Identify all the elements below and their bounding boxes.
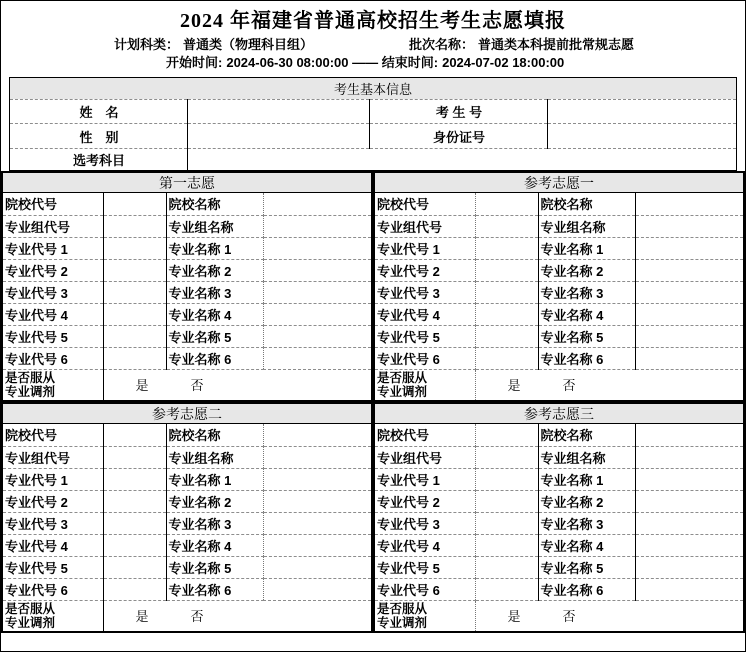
- basic-info-header-row: [10, 78, 736, 100]
- batch-name-label: 批次名称：: [409, 37, 475, 52]
- field-value-cell[interactable]: [475, 325, 538, 347]
- field-value-cell[interactable]: [263, 556, 371, 578]
- volunteer-grid: [1, 171, 745, 633]
- volunteer-row: [3, 490, 371, 512]
- field-label: 专业名称 3: [538, 281, 635, 303]
- field-label: 专业名称 6: [166, 578, 263, 600]
- adjust-no-option[interactable]: 否: [562, 609, 576, 625]
- plan-type-value: 普通类（物理科目组）: [183, 37, 314, 52]
- volunteer-row: [375, 193, 743, 215]
- field-value-cell[interactable]: [103, 556, 166, 578]
- volunteer-row: [3, 556, 371, 578]
- subjects-label: 选考科目: [10, 149, 188, 171]
- volunteer-row: [3, 446, 371, 468]
- field-value-cell[interactable]: [263, 512, 371, 534]
- field-label: 专业名称 5: [538, 556, 635, 578]
- field-label: 专业代号 3: [3, 512, 103, 534]
- field-value-cell[interactable]: [635, 281, 743, 303]
- field-value-cell[interactable]: [263, 281, 371, 303]
- adjust-row: [3, 600, 371, 631]
- field-label: 专业组名称: [538, 215, 635, 237]
- field-label: 专业代号 2: [3, 259, 103, 281]
- volunteer-row: [3, 424, 371, 446]
- field-value-cell[interactable]: [475, 512, 538, 534]
- volunteer-row: [3, 237, 371, 259]
- field-value-cell[interactable]: [475, 446, 538, 468]
- field-label: 院校代号: [5, 197, 58, 213]
- field-label: 专业组代号: [3, 215, 103, 237]
- adjust-label-line: 是否服从: [5, 601, 56, 616]
- field-value-cell[interactable]: [103, 534, 166, 556]
- field-value-cell[interactable]: [263, 325, 371, 347]
- field-label: 院校名称: [166, 193, 263, 215]
- field-value-cell[interactable]: [263, 259, 371, 281]
- field-label: 专业代号 1: [375, 237, 475, 259]
- volunteer-row: [375, 237, 743, 259]
- field-label: 专业名称 6: [538, 578, 635, 600]
- field-value-cell[interactable]: [475, 259, 538, 281]
- field-value-cell[interactable]: [475, 468, 538, 490]
- plan-type: [114, 37, 313, 53]
- field-label: 专业名称 4: [538, 303, 635, 325]
- volunteer-row: [375, 468, 743, 490]
- field-value-cell[interactable]: [263, 303, 371, 325]
- field-value-cell[interactable]: [635, 578, 743, 600]
- subjects-value-cell[interactable]: [188, 149, 736, 171]
- adjust-no-option[interactable]: 否: [562, 378, 576, 394]
- volunteer-row: [375, 512, 743, 534]
- adjust-options: [103, 600, 371, 631]
- adjust-label: [3, 600, 103, 631]
- field-value-cell[interactable]: [635, 446, 743, 468]
- batch-name: [409, 37, 634, 53]
- field-label: 专业名称 4: [166, 534, 263, 556]
- field-value-cell[interactable]: [475, 303, 538, 325]
- block-first-choice: [1, 171, 373, 402]
- field-label: 专业代号 5: [375, 556, 475, 578]
- field-label: 专业名称 6: [166, 347, 263, 369]
- field-value-cell[interactable]: [635, 303, 743, 325]
- block-reference-2: [1, 402, 373, 633]
- volunteer-row: [3, 259, 371, 281]
- gender-label: 性 别: [10, 124, 188, 149]
- adjust-row: [3, 369, 371, 400]
- field-value-cell[interactable]: [475, 193, 538, 215]
- field-value-cell[interactable]: [103, 325, 166, 347]
- field-value-cell[interactable]: [263, 193, 371, 215]
- field-label: 专业名称 2: [166, 490, 263, 512]
- volunteer-row: [375, 259, 743, 281]
- field-value-cell[interactable]: [475, 237, 538, 259]
- id-number-label: 身份证号: [370, 124, 548, 149]
- volunteer-row: [375, 490, 743, 512]
- volunteer-row: [375, 534, 743, 556]
- field-label: 专业代号 4: [3, 303, 103, 325]
- adjust-label: [3, 369, 103, 400]
- field-value-cell[interactable]: [635, 347, 743, 369]
- field-label: 专业名称 2: [538, 490, 635, 512]
- field-value-cell[interactable]: [475, 490, 538, 512]
- adjust-options: [475, 600, 743, 631]
- field-value-cell[interactable]: [103, 347, 166, 369]
- volunteer-row: [375, 556, 743, 578]
- field-value-cell[interactable]: [263, 468, 371, 490]
- field-label: 专业名称 1: [166, 237, 263, 259]
- field-value-cell[interactable]: [263, 237, 371, 259]
- field-label: 院校名称: [538, 193, 635, 215]
- adjust-label-line: 是否服从: [377, 370, 428, 385]
- volunteer-row: [3, 215, 371, 237]
- field-value-cell[interactable]: [263, 347, 371, 369]
- field-value-cell[interactable]: [635, 193, 743, 215]
- name-label: 姓 名: [10, 100, 188, 124]
- field-label: 专业名称 4: [538, 534, 635, 556]
- adjust-label-line: 专业调剂: [377, 615, 428, 630]
- gender-value-cell[interactable]: [188, 124, 370, 149]
- field-label: 专业名称 2: [538, 259, 635, 281]
- adjust-options: [475, 369, 743, 400]
- field-label: 专业代号 2: [375, 259, 475, 281]
- adjust-row: [375, 369, 743, 400]
- field-label: 专业名称 6: [538, 347, 635, 369]
- field-value-cell[interactable]: [475, 424, 538, 446]
- field-value-cell[interactable]: [263, 446, 371, 468]
- field-label: 院校名称: [166, 424, 263, 446]
- block-reference-1: [373, 171, 745, 402]
- field-value-cell[interactable]: [475, 215, 538, 237]
- field-value-cell[interactable]: [103, 468, 166, 490]
- plan-type-label: 计划科类：: [114, 37, 180, 52]
- field-label: 专业代号 6: [3, 347, 103, 369]
- field-label: 院校代号: [5, 428, 58, 444]
- block-title: 参考志愿三: [375, 404, 743, 424]
- adjust-label: [375, 369, 475, 400]
- field-label: 专业代号 2: [375, 490, 475, 512]
- field-value-cell[interactable]: [635, 325, 743, 347]
- basic-info-row: [10, 124, 736, 149]
- adjust-yes-option[interactable]: 是: [507, 378, 521, 394]
- volunteer-row: [375, 578, 743, 600]
- field-value-cell[interactable]: [635, 534, 743, 556]
- field-value-cell[interactable]: [635, 259, 743, 281]
- volunteer-row: [3, 281, 371, 303]
- volunteer-row: [3, 578, 371, 600]
- field-value-cell[interactable]: [475, 578, 538, 600]
- field-label: 专业代号 4: [375, 534, 475, 556]
- field-label: 专业名称 3: [538, 512, 635, 534]
- field-value-cell[interactable]: [475, 556, 538, 578]
- field-value-cell[interactable]: [103, 237, 166, 259]
- adjust-label-line: 是否服从: [377, 601, 428, 616]
- field-value-cell[interactable]: [635, 556, 743, 578]
- field-label: 专业代号 4: [3, 534, 103, 556]
- field-label: 院校代号: [377, 428, 430, 444]
- field-label: 专业组代号: [375, 446, 475, 468]
- volunteer-row: [375, 325, 743, 347]
- field-label: 专业名称 5: [166, 325, 263, 347]
- volunteer-row: [375, 347, 743, 369]
- block-title: 参考志愿一: [375, 173, 743, 193]
- batch-name-value: 普通类本科提前批常规志愿: [478, 37, 635, 52]
- field-label: 专业名称 3: [166, 512, 263, 534]
- adjust-label-line: 专业调剂: [377, 384, 428, 399]
- meta-line-time: [1, 55, 745, 71]
- adjust-yes-option[interactable]: 是: [135, 609, 149, 625]
- basic-info-table: [9, 77, 736, 171]
- field-value-cell[interactable]: [635, 490, 743, 512]
- adjust-label-line: 专业调剂: [5, 615, 56, 630]
- field-label: 专业名称 5: [538, 325, 635, 347]
- adjust-label: [375, 600, 475, 631]
- volunteer-row: [375, 424, 743, 446]
- field-value-cell[interactable]: [103, 259, 166, 281]
- id-number-value-cell[interactable]: [548, 124, 736, 149]
- field-label: 专业代号 1: [3, 237, 103, 259]
- field-label: 专业代号 3: [3, 281, 103, 303]
- volunteer-row: [3, 325, 371, 347]
- field-label: 专业组代号: [3, 446, 103, 468]
- field-value-cell[interactable]: [103, 512, 166, 534]
- volunteer-row: [375, 303, 743, 325]
- field-label: 院校代号: [377, 197, 430, 213]
- field-value-cell[interactable]: [635, 512, 743, 534]
- block-title: 第一志愿: [3, 173, 371, 193]
- field-value-cell[interactable]: [635, 237, 743, 259]
- field-label: 专业代号 5: [3, 556, 103, 578]
- field-value-cell[interactable]: [103, 193, 166, 215]
- field-value-cell[interactable]: [263, 424, 371, 446]
- field-label: 专业名称 1: [166, 468, 263, 490]
- basic-info-header: 考生基本信息: [10, 78, 736, 100]
- field-label: 专业代号 1: [3, 468, 103, 490]
- meta-line-plan-batch: [1, 37, 745, 53]
- basic-info-row: [10, 100, 736, 124]
- field-value-cell[interactable]: [103, 424, 166, 446]
- field-label: 专业代号 6: [375, 578, 475, 600]
- field-label: 专业代号 3: [375, 281, 475, 303]
- start-time-value: 2024-06-30 08:00:00: [226, 55, 349, 70]
- adjust-no-option[interactable]: 否: [190, 609, 204, 625]
- field-value-cell[interactable]: [635, 215, 743, 237]
- field-value-cell[interactable]: [103, 281, 166, 303]
- field-value-cell[interactable]: [103, 215, 166, 237]
- field-label: 专业组名称: [166, 215, 263, 237]
- field-label: 专业名称 2: [166, 259, 263, 281]
- field-label: 专业代号 5: [3, 325, 103, 347]
- time-dash: ——: [352, 55, 379, 70]
- field-label: 专业代号 6: [375, 347, 475, 369]
- field-label: 专业代号 2: [3, 490, 103, 512]
- adjust-yes-option[interactable]: 是: [507, 609, 521, 625]
- adjust-row: [375, 600, 743, 631]
- field-value-cell[interactable]: [263, 490, 371, 512]
- field-label: 院校名称: [538, 424, 635, 446]
- field-label: 专业代号 4: [375, 303, 475, 325]
- exam-number-label: 考 生 号: [370, 100, 548, 124]
- field-value-cell[interactable]: [103, 303, 166, 325]
- start-time-label: 开始时间:: [166, 55, 223, 70]
- field-label: 专业代号 6: [3, 578, 103, 600]
- field-value-cell[interactable]: [475, 534, 538, 556]
- volunteer-row: [375, 281, 743, 303]
- block-reference-3: [373, 402, 745, 633]
- volunteer-row: [3, 347, 371, 369]
- field-value-cell[interactable]: [103, 490, 166, 512]
- field-label: 专业代号 5: [375, 325, 475, 347]
- field-value-cell[interactable]: [635, 468, 743, 490]
- adjust-yes-option[interactable]: 是: [135, 378, 149, 394]
- adjust-label-line: 专业调剂: [5, 384, 56, 399]
- field-value-cell[interactable]: [263, 215, 371, 237]
- adjust-options: [103, 369, 371, 400]
- field-value-cell[interactable]: [475, 347, 538, 369]
- field-label: 专业组名称: [538, 446, 635, 468]
- field-label: 专业组名称: [166, 446, 263, 468]
- volunteer-row: [3, 468, 371, 490]
- field-value-cell[interactable]: [103, 578, 166, 600]
- field-value-cell[interactable]: [103, 446, 166, 468]
- field-value-cell[interactable]: [263, 578, 371, 600]
- exam-number-value-cell[interactable]: [548, 100, 736, 124]
- end-time-value: 2024-07-02 18:00:00: [442, 55, 565, 70]
- volunteer-row: [3, 534, 371, 556]
- basic-info-row: [10, 149, 736, 171]
- field-value-cell[interactable]: [635, 424, 743, 446]
- adjust-no-option[interactable]: 否: [190, 378, 204, 394]
- field-label: 专业名称 4: [166, 303, 263, 325]
- field-label: 专业名称 1: [538, 468, 635, 490]
- volunteer-row: [3, 193, 371, 215]
- adjust-label-line: 是否服从: [5, 370, 56, 385]
- field-value-cell[interactable]: [475, 281, 538, 303]
- field-label: 专业组代号: [375, 215, 475, 237]
- page-title: 2024 年福建省普通高校招生考生志愿填报: [180, 10, 566, 32]
- field-label: 专业名称 5: [166, 556, 263, 578]
- block-title: 参考志愿二: [3, 404, 371, 424]
- volunteer-row: [375, 446, 743, 468]
- field-label: 专业代号 3: [375, 512, 475, 534]
- field-label: 专业名称 1: [538, 237, 635, 259]
- end-time-label: 结束时间:: [381, 55, 439, 70]
- name-value-cell[interactable]: [188, 100, 370, 124]
- field-label: 专业代号 1: [375, 468, 475, 490]
- field-value-cell[interactable]: [263, 534, 371, 556]
- field-label: 专业名称 3: [166, 281, 263, 303]
- volunteer-row: [3, 512, 371, 534]
- volunteer-row: [375, 215, 743, 237]
- volunteer-row: [3, 303, 371, 325]
